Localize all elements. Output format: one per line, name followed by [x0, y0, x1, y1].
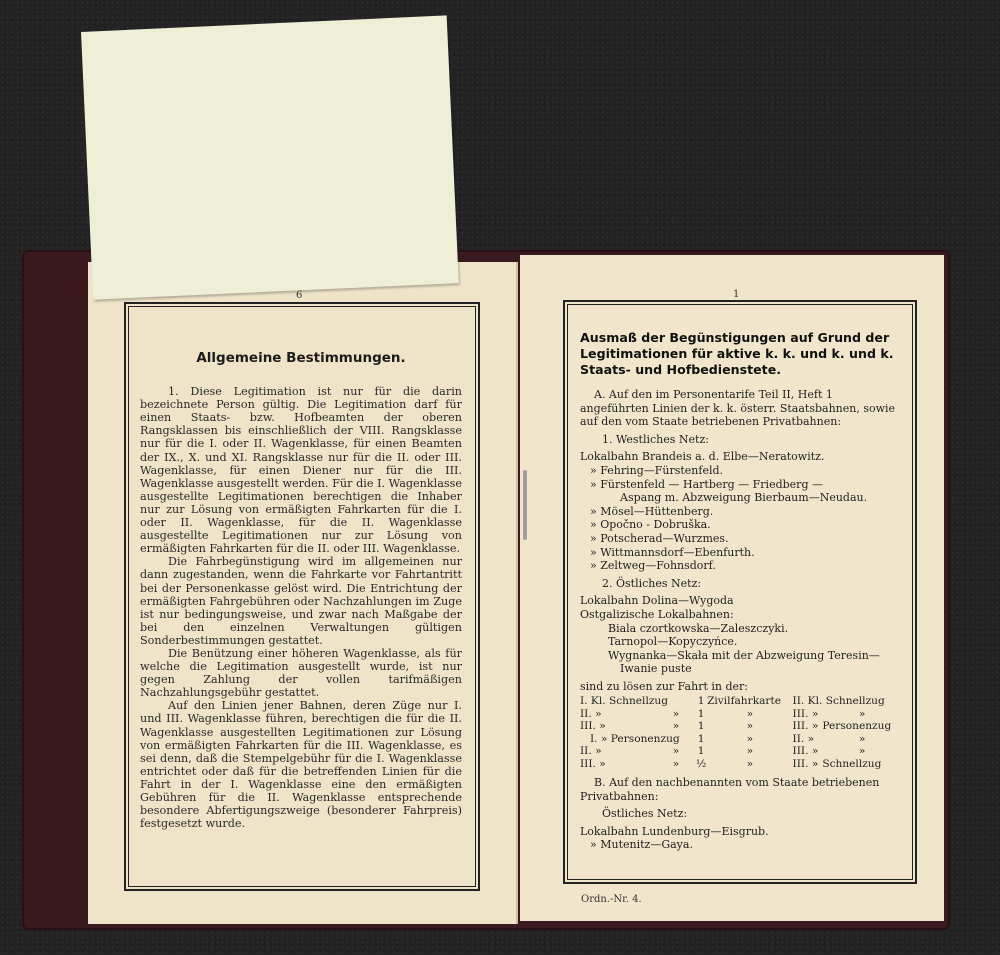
paragraph: 1. Diese Legitimation ist nur für die darin bezeichnete Person gültig. Die Legitimation darf für einen Staats- bzw. Hofbeamten der oberen Rangsklassen bis einschließlich der VIII. Rangsklasse nur für die I. oder II. Wagenklasse, für einen Beamten der IX., X. und XI. Rangsklasse nur für die II. oder III. Wagenklasse, für einen Diener nur für die III. Wagenklasse ausgestellt werden. Für die I. Wagenklasse ausgestellte Legitimationen berechtigen die Inhaber nur zur Lösung von ermäßigten Fahrkarten für die I. oder II. Wagenklasse, für die II. Wagenklasse ausgestellte Legitimationen nur zur Lösung von ermäßigten Fahrkarten für die II. oder III. Wagenklasse. [140, 385, 462, 556]
list-item: Lokalbahn Brandeis a. d. Elbe—Neratowitz. [580, 450, 825, 464]
table-cell: 1 [697, 745, 705, 758]
table-cell: » [746, 732, 754, 745]
table-cell: III. » [580, 757, 606, 770]
table-cell: Zivilfahrkarte [707, 695, 782, 708]
table-cell: I. » Personenzug [590, 732, 680, 745]
table-cell: III. » [792, 745, 819, 758]
order-number: Ordn.-Nr. 4. [581, 894, 642, 905]
fare-intro: sind zu lösen zur Fahrt in der: [580, 679, 748, 693]
table-cell: 1 [697, 707, 705, 720]
table-cell: » [746, 707, 754, 720]
table-cell: Personenzug [822, 720, 892, 733]
left-page-title: Allgemeine Bestimmungen. [196, 350, 406, 366]
paper-slip [81, 15, 459, 299]
list-item: Ostgalizische Lokalbahnen: [580, 607, 734, 621]
table-row [580, 695, 902, 707]
west-heading: 1. Westliches Netz: [602, 432, 709, 446]
list-item: Biala czortkowska—Zaleszczyki. [608, 621, 789, 635]
section-a-text: A. Auf den im Personentarife Teil II, Heft 1 angeführten Linien der k. k. österr. Staatsbahnen, sowie auf den vom Staate betriebenen Privatbahnen: [580, 388, 896, 429]
binding-clip [523, 470, 527, 540]
table-cell: Schnellzug [822, 757, 882, 770]
table-cell: » [746, 745, 754, 758]
table-cell: » [858, 745, 866, 758]
table-cell: » [672, 720, 680, 733]
table-cell: » [858, 707, 866, 720]
paragraph: Die Benützung einer höheren Wagenklasse, als für welche die Legitimation ausgestellt wurde, ist nur gegen Zahlung der vollen tarifmäßigen Nachzahlungsgebühr gestattet. [140, 646, 462, 700]
section-b-text: B. Auf den nachbenannten vom Staate betriebenen Privatbahnen: [580, 775, 880, 803]
table-row [580, 745, 902, 757]
list-item: » Mösel—Hüttenberg. [590, 504, 714, 518]
list-item: » Zeltweg—Fohnsdorf. [590, 559, 716, 573]
list-item: Lokalbahn Lundenburg—Eisgrub. [580, 824, 769, 838]
list-item: » Fehring—Fürstenfeld. [590, 463, 724, 477]
b-east-heading: Östliches Netz: [602, 807, 688, 821]
table-cell: » [746, 720, 754, 733]
paragraph: Die Fahrbegünstigung wird im allgemeinen nur dann zugestanden, wenn die Fahrkarte vor Fahrtantritt bei der Personenkasse gelöst wird. Die Entrichtung der ermäßigten Fahrgebühren oder Nachzahlungen im Zuge ist nur bedingungsweise, und zwar nach Maßgabe der bei den einzelnen Verwaltungen gültigen Sonderbestimmungen gestattet. [140, 555, 462, 647]
table-cell: » [672, 707, 680, 720]
right-page-title: Ausmaß der Begünstigungen auf Grund der Legitimationen für aktive k. k. und k. und k. Staats- und Hofbedienstete. [580, 330, 894, 377]
table-cell: 1 [697, 720, 705, 733]
table-row [580, 708, 902, 720]
list-item: Aspang m. Abzweigung Bierbaum—Neudau. [620, 491, 868, 505]
table-row [580, 720, 902, 732]
list-item: Iwanie puste [620, 662, 692, 676]
table-cell: 1 [697, 695, 705, 708]
list-item: Wygnanka—Skała mit der Abzweigung Teresin— [608, 648, 880, 662]
list-item: » Potscherad—Wurzmes. [590, 531, 729, 545]
table-cell: III. » [580, 720, 606, 733]
table-cell: 1 [697, 732, 705, 745]
fare-table [580, 695, 902, 769]
list-item: » Fürstenfeld — Hartberg — Friedberg — [590, 477, 823, 491]
table-cell: ½ [695, 757, 707, 770]
list-item: Lokalbahn Dolina—Wygoda [580, 594, 734, 608]
table-cell: » [746, 757, 754, 770]
table-cell: II. » [580, 745, 602, 758]
table-cell: III. » [792, 720, 819, 733]
table-cell: » [672, 745, 680, 758]
left-page-number: 6 [296, 290, 303, 301]
list-item: » Wittmannsdorf—Ebenfurth. [590, 545, 755, 559]
table-cell: II. Kl. Schnellzug [792, 695, 885, 708]
paragraph: Auf den Linien jener Bahnen, deren Züge nur I. und III. Wagenklasse führen, berechtigen die für die II. Wagenklasse ausgestellten Legitimationen zur Lösung von ermäßigten Fahrkarten für die III. Wagenklasse, es sei denn, daß die Stempelgebühr für die I. Wagenklasse entrichtet oder daß für die betreffenden Linien für die Fahrt in der I. Wagenklasse eine den ermäßigten Gebühren für die II. Wagenklasse entsprechende besondere Abfertigungszweige (besonderer Fahrpreis) festgesetzt wurde. [140, 699, 462, 831]
table-row [580, 758, 902, 770]
table-cell: » [858, 732, 866, 745]
table-cell: III. » [792, 707, 819, 720]
east-heading: 2. Östliches Netz: [602, 576, 702, 590]
left-page-text [140, 340, 462, 830]
table-cell: II. » [580, 707, 602, 720]
right-page-text [580, 330, 902, 852]
list-item: » Opočno - Dobruška. [590, 518, 711, 532]
table-cell: II. » [792, 732, 815, 745]
table-cell: III. » [792, 757, 819, 770]
table-cell: » [672, 757, 680, 770]
table-row [580, 733, 902, 745]
list-item: » Mutenitz—Gaya. [590, 838, 693, 852]
right-page-number: 1 [733, 289, 740, 300]
table-cell: I. Kl. Schnellzug [580, 695, 669, 708]
list-item: Tarnopol—Kopyczyńce. [608, 635, 738, 649]
